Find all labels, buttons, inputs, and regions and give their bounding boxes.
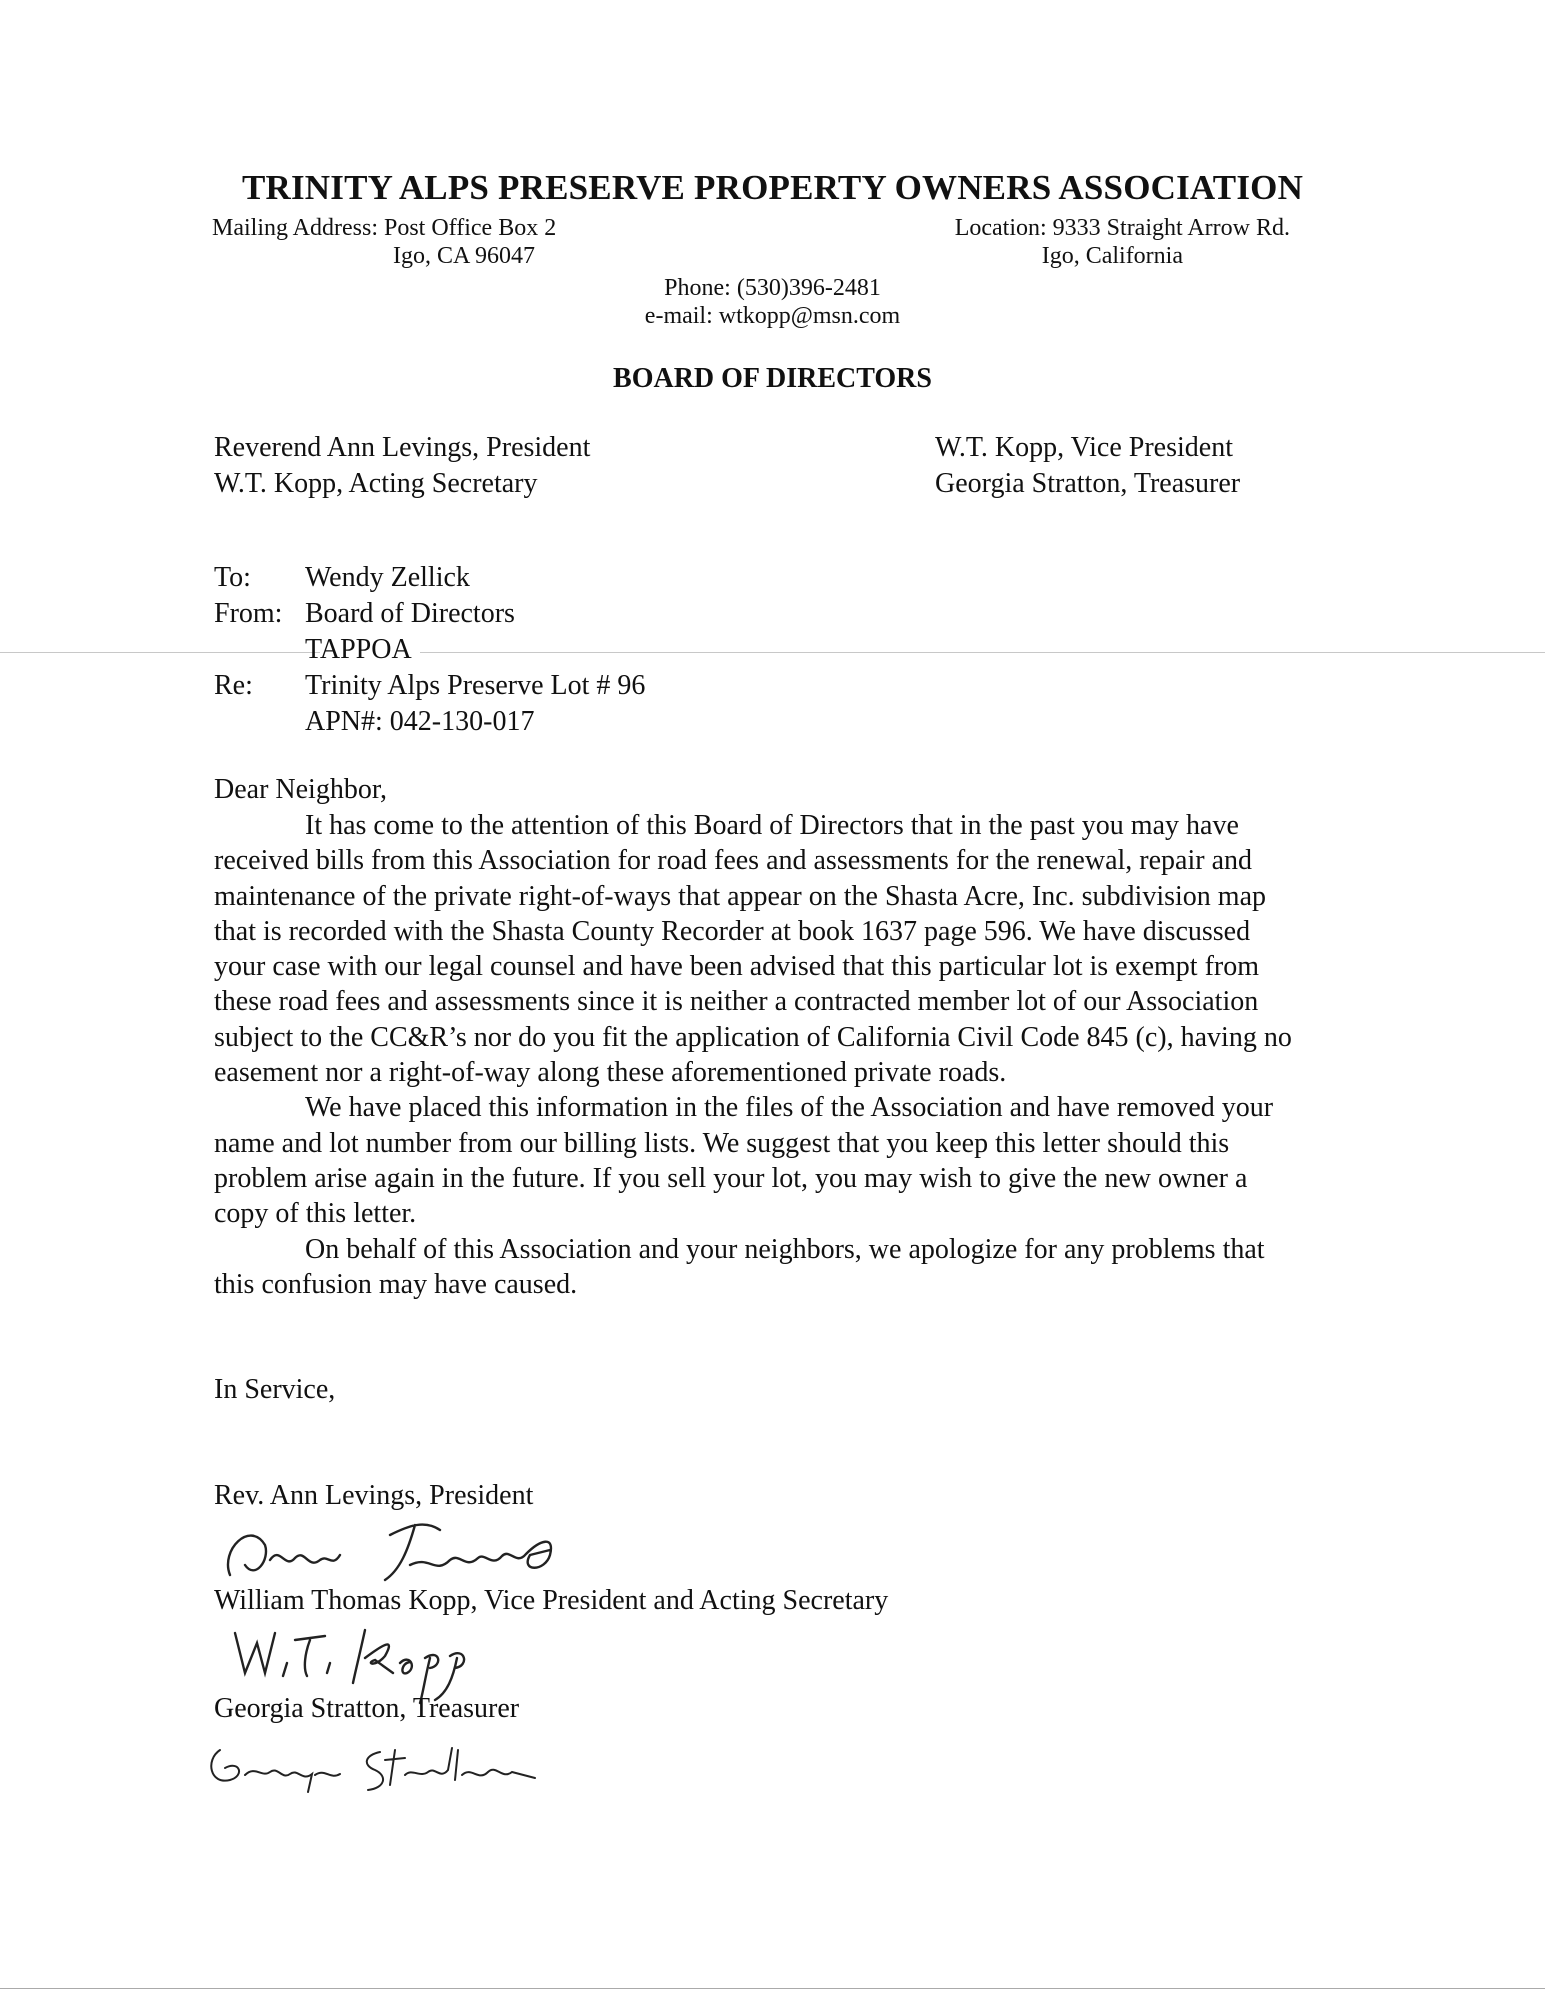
- mailing-address-line1: Mailing Address: Post Office Box 2: [212, 215, 557, 241]
- letter-paragraph: We have placed this information in the files of the Association and have removed your name and lot number from our billing lists. We suggest that you keep this letter should this problem arise again in the future. If you sell your lot, you may wish to give the new owner a copy of this letter.: [214, 1092, 1274, 1230]
- location-line1: Location: 9333 Straight Arrow Rd.: [954, 215, 1290, 241]
- salutation: Dear Neighbor,: [214, 774, 388, 805]
- email-address: e-mail: wtkopp@msn.com: [644, 303, 901, 329]
- letter-body: [214, 808, 1304, 1302]
- signatory-president: Rev. Ann Levings, President: [214, 1480, 534, 1511]
- closing: In Service,: [214, 1374, 336, 1405]
- organization-name: TRINITY ALPS PRESERVE PROPERTY OWNERS ASSOCIATION: [241, 168, 1304, 207]
- mailing-address-line2: Igo, CA 96047: [393, 243, 536, 269]
- apn-number: APN#: 042-130-017: [305, 706, 535, 737]
- director-treasurer: Georgia Stratton, Treasurer: [935, 468, 1241, 499]
- to-value: Wendy Zellick: [305, 562, 470, 593]
- director-acting-secretary: W.T. Kopp, Acting Secretary: [214, 468, 538, 499]
- from-label: From:: [214, 598, 283, 629]
- letter-paragraph: It has come to the attention of this Board of Directors that in the past you may have received bills from this Association for road fees and assessments for the renewal, repair and maintenance of the private right-of-ways that appear on the Shasta Acre, Inc. subdivision map that is recorded with the Shasta County Recorder at book 1637 page 596. We have discussed your case with our legal counsel and have been advised that this particular lot is exempt from these road fees and assessments since it is neither a contracted member lot of our Association subject to the CC&R’s nor do you fit the application of California Civil Code 845 (c), having no easement nor a right-of-way along these aforementioned private roads.: [214, 810, 1292, 1089]
- signature-georgia-stratton: [190, 1730, 550, 1800]
- from-organization: TAPPOA: [305, 634, 412, 665]
- letter-paragraph: On behalf of this Association and your neighbors, we apologize for any problems that this confusion may have caused.: [214, 1233, 1265, 1300]
- director-president: Reverend Ann Levings, President: [214, 432, 591, 463]
- phone-number: Phone: (530)396-2481: [664, 275, 881, 301]
- re-value: Trinity Alps Preserve Lot # 96: [305, 670, 646, 701]
- signatory-treasurer: Georgia Stratton, Treasurer: [214, 1693, 520, 1724]
- location-line2: Igo, California: [1041, 243, 1183, 269]
- signatory-vice-president: William Thomas Kopp, Vice President and Acting Secretary: [214, 1585, 889, 1616]
- scan-artifact-line: [0, 652, 320, 653]
- director-vice-president: W.T. Kopp, Vice President: [935, 432, 1233, 463]
- board-title: BOARD OF DIRECTORS: [613, 363, 932, 394]
- re-label: Re:: [214, 670, 253, 701]
- from-value: Board of Directors: [305, 598, 515, 629]
- to-label: To:: [214, 562, 251, 593]
- scan-artifact-line: [0, 1988, 1545, 1989]
- signature-ann-levings: [210, 1510, 590, 1595]
- scan-artifact-line: [420, 652, 1545, 653]
